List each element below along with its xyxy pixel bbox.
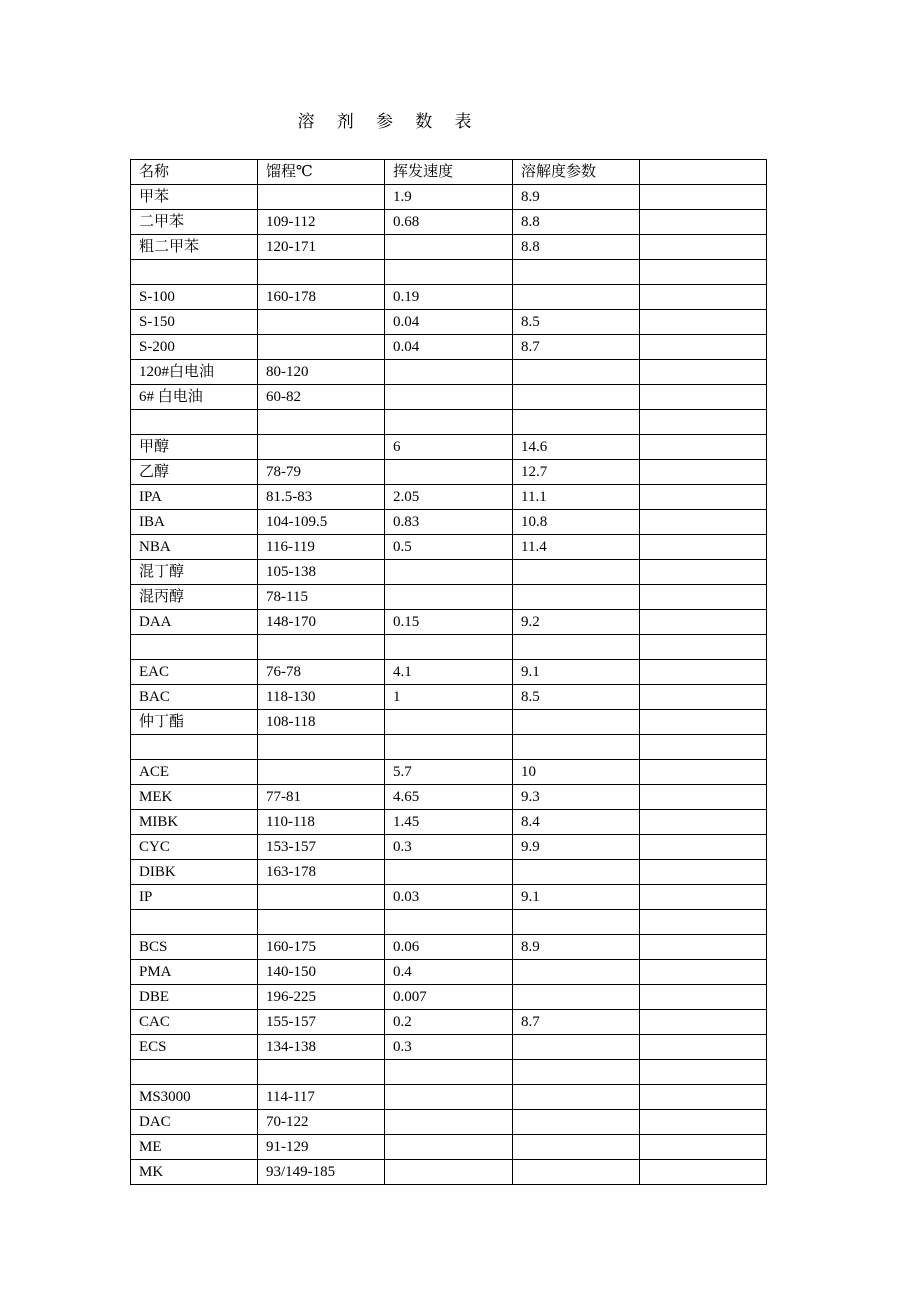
cell-extra xyxy=(640,1160,767,1185)
table-row xyxy=(131,835,767,860)
cell-boiling-range xyxy=(258,885,385,910)
cell-solubility-parameter xyxy=(513,1085,640,1110)
table-row xyxy=(131,885,767,910)
cell-name: IP xyxy=(131,885,258,910)
table-row xyxy=(131,585,767,610)
cell-extra xyxy=(640,360,767,385)
cell-solubility-parameter: 9.1 xyxy=(513,885,640,910)
cell-extra xyxy=(640,485,767,510)
table-row xyxy=(131,1135,767,1160)
cell-name: BCS xyxy=(131,935,258,960)
table-row xyxy=(131,660,767,685)
table-row xyxy=(131,360,767,385)
cell-extra xyxy=(640,560,767,585)
table-row xyxy=(131,860,767,885)
table-row xyxy=(131,710,767,735)
cell-solubility-parameter: 10 xyxy=(513,760,640,785)
cell-extra xyxy=(640,535,767,560)
cell-name: MS3000 xyxy=(131,1085,258,1110)
cell-solubility-parameter: 9.2 xyxy=(513,610,640,635)
cell-name: MIBK xyxy=(131,810,258,835)
cell-boiling-range xyxy=(258,335,385,360)
cell-name xyxy=(131,735,258,760)
cell-extra xyxy=(640,285,767,310)
cell-boiling-range: 120-171 xyxy=(258,235,385,260)
cell-boiling-range: 60-82 xyxy=(258,385,385,410)
cell-extra xyxy=(640,210,767,235)
cell-name: EAC xyxy=(131,660,258,685)
cell-solubility-parameter: 8.9 xyxy=(513,185,640,210)
cell-solubility-parameter: 12.7 xyxy=(513,460,640,485)
cell-name: DAC xyxy=(131,1110,258,1135)
cell-name: 6# 白电油 xyxy=(131,385,258,410)
cell-name: MK xyxy=(131,1160,258,1185)
table-row xyxy=(131,935,767,960)
cell-solubility-parameter xyxy=(513,1060,640,1085)
cell-boiling-range: 155-157 xyxy=(258,1010,385,1035)
cell-boiling-range xyxy=(258,910,385,935)
cell-solubility-parameter xyxy=(513,410,640,435)
cell-boiling-range: 93/149-185 xyxy=(258,1160,385,1185)
cell-evaporation-rate: 0.04 xyxy=(385,335,513,360)
cell-boiling-range xyxy=(258,760,385,785)
cell-solubility-parameter xyxy=(513,960,640,985)
cell-evaporation-rate: 0.007 xyxy=(385,985,513,1010)
cell-extra xyxy=(640,1135,767,1160)
table-row xyxy=(131,560,767,585)
table-row xyxy=(131,310,767,335)
cell-name: 甲苯 xyxy=(131,185,258,210)
header-cell-evaporation-rate: 挥发速度 xyxy=(385,160,513,185)
cell-name: S-200 xyxy=(131,335,258,360)
table-row xyxy=(131,235,767,260)
header-cell-name: 名称 xyxy=(131,160,258,185)
cell-solubility-parameter xyxy=(513,260,640,285)
cell-solubility-parameter xyxy=(513,560,640,585)
cell-evaporation-rate xyxy=(385,1160,513,1185)
cell-solubility-parameter: 9.1 xyxy=(513,660,640,685)
cell-extra xyxy=(640,935,767,960)
cell-evaporation-rate: 5.7 xyxy=(385,760,513,785)
cell-name: 甲醇 xyxy=(131,435,258,460)
cell-evaporation-rate xyxy=(385,260,513,285)
table-row xyxy=(131,1035,767,1060)
cell-solubility-parameter xyxy=(513,1110,640,1135)
cell-evaporation-rate: 0.3 xyxy=(385,835,513,860)
solvent-parameter-table xyxy=(130,159,767,1185)
cell-boiling-range xyxy=(258,185,385,210)
cell-evaporation-rate xyxy=(385,1060,513,1085)
cell-boiling-range: 110-118 xyxy=(258,810,385,835)
cell-name: BAC xyxy=(131,685,258,710)
cell-boiling-range: 104-109.5 xyxy=(258,510,385,535)
cell-name xyxy=(131,410,258,435)
cell-extra xyxy=(640,1110,767,1135)
cell-solubility-parameter xyxy=(513,385,640,410)
cell-boiling-range: 148-170 xyxy=(258,610,385,635)
cell-evaporation-rate: 2.05 xyxy=(385,485,513,510)
table-row xyxy=(131,1060,767,1085)
cell-name: MEK xyxy=(131,785,258,810)
cell-boiling-range: 160-175 xyxy=(258,935,385,960)
cell-evaporation-rate: 0.5 xyxy=(385,535,513,560)
cell-extra xyxy=(640,1060,767,1085)
cell-name: ACE xyxy=(131,760,258,785)
cell-evaporation-rate: 1.9 xyxy=(385,185,513,210)
cell-extra xyxy=(640,635,767,660)
table-row xyxy=(131,610,767,635)
cell-boiling-range xyxy=(258,635,385,660)
cell-boiling-range: 78-79 xyxy=(258,460,385,485)
cell-extra xyxy=(640,1085,767,1110)
cell-solubility-parameter: 8.5 xyxy=(513,310,640,335)
cell-evaporation-rate: 0.2 xyxy=(385,1010,513,1035)
cell-evaporation-rate: 4.1 xyxy=(385,660,513,685)
cell-evaporation-rate xyxy=(385,360,513,385)
cell-boiling-range xyxy=(258,310,385,335)
cell-evaporation-rate: 6 xyxy=(385,435,513,460)
cell-extra xyxy=(640,1035,767,1060)
cell-extra xyxy=(640,685,767,710)
cell-name: 混丁醇 xyxy=(131,560,258,585)
table-row xyxy=(131,760,767,785)
table-row xyxy=(131,910,767,935)
cell-solubility-parameter: 9.3 xyxy=(513,785,640,810)
cell-extra xyxy=(640,1010,767,1035)
cell-boiling-range: 116-119 xyxy=(258,535,385,560)
table-row xyxy=(131,210,767,235)
cell-evaporation-rate: 0.04 xyxy=(385,310,513,335)
cell-evaporation-rate xyxy=(385,1110,513,1135)
cell-name: NBA xyxy=(131,535,258,560)
cell-evaporation-rate xyxy=(385,460,513,485)
table-row xyxy=(131,410,767,435)
cell-name: ME xyxy=(131,1135,258,1160)
cell-extra xyxy=(640,810,767,835)
cell-solubility-parameter: 8.5 xyxy=(513,685,640,710)
cell-solubility-parameter: 10.8 xyxy=(513,510,640,535)
table-row xyxy=(131,635,767,660)
cell-boiling-range xyxy=(258,735,385,760)
cell-evaporation-rate: 0.4 xyxy=(385,960,513,985)
cell-solubility-parameter xyxy=(513,360,640,385)
cell-solubility-parameter: 14.6 xyxy=(513,435,640,460)
cell-extra xyxy=(640,785,767,810)
cell-solubility-parameter: 8.4 xyxy=(513,810,640,835)
cell-extra xyxy=(640,435,767,460)
cell-solubility-parameter: 8.7 xyxy=(513,1010,640,1035)
table-row xyxy=(131,960,767,985)
cell-solubility-parameter: 8.8 xyxy=(513,235,640,260)
cell-boiling-range xyxy=(258,260,385,285)
cell-solubility-parameter xyxy=(513,710,640,735)
cell-extra xyxy=(640,960,767,985)
cell-boiling-range: 78-115 xyxy=(258,585,385,610)
cell-name xyxy=(131,1060,258,1085)
cell-extra xyxy=(640,310,767,335)
table-row xyxy=(131,510,767,535)
table-row xyxy=(131,335,767,360)
cell-name: S-150 xyxy=(131,310,258,335)
cell-extra xyxy=(640,610,767,635)
cell-boiling-range: 105-138 xyxy=(258,560,385,585)
cell-evaporation-rate xyxy=(385,385,513,410)
table-row xyxy=(131,1010,767,1035)
cell-boiling-range: 76-78 xyxy=(258,660,385,685)
cell-solubility-parameter xyxy=(513,285,640,310)
header-cell-blank xyxy=(640,160,767,185)
cell-extra xyxy=(640,860,767,885)
cell-extra xyxy=(640,585,767,610)
cell-solubility-parameter: 11.4 xyxy=(513,535,640,560)
cell-evaporation-rate: 0.19 xyxy=(385,285,513,310)
cell-boiling-range: 140-150 xyxy=(258,960,385,985)
table-row xyxy=(131,1160,767,1185)
cell-solubility-parameter xyxy=(513,910,640,935)
table-body xyxy=(131,160,767,1185)
cell-name: 二甲苯 xyxy=(131,210,258,235)
cell-evaporation-rate: 0.06 xyxy=(385,935,513,960)
cell-evaporation-rate xyxy=(385,585,513,610)
cell-boiling-range: 109-112 xyxy=(258,210,385,235)
cell-boiling-range xyxy=(258,435,385,460)
table-row xyxy=(131,785,767,810)
cell-evaporation-rate xyxy=(385,860,513,885)
cell-evaporation-rate: 0.03 xyxy=(385,885,513,910)
cell-boiling-range: 163-178 xyxy=(258,860,385,885)
cell-extra xyxy=(640,235,767,260)
cell-extra xyxy=(640,460,767,485)
cell-name: 粗二甲苯 xyxy=(131,235,258,260)
cell-extra xyxy=(640,385,767,410)
cell-name: CAC xyxy=(131,1010,258,1035)
cell-solubility-parameter: 8.7 xyxy=(513,335,640,360)
cell-extra xyxy=(640,710,767,735)
cell-evaporation-rate xyxy=(385,410,513,435)
cell-name: 混丙醇 xyxy=(131,585,258,610)
table-row xyxy=(131,735,767,760)
cell-evaporation-rate: 1 xyxy=(385,685,513,710)
cell-solubility-parameter xyxy=(513,985,640,1010)
cell-solubility-parameter: 8.8 xyxy=(513,210,640,235)
cell-extra xyxy=(640,660,767,685)
cell-evaporation-rate xyxy=(385,910,513,935)
cell-boiling-range: 81.5-83 xyxy=(258,485,385,510)
cell-extra xyxy=(640,910,767,935)
cell-extra xyxy=(640,735,767,760)
cell-solubility-parameter: 9.9 xyxy=(513,835,640,860)
cell-name: 乙醇 xyxy=(131,460,258,485)
cell-evaporation-rate: 0.15 xyxy=(385,610,513,635)
cell-name: S-100 xyxy=(131,285,258,310)
cell-extra xyxy=(640,835,767,860)
cell-evaporation-rate xyxy=(385,235,513,260)
cell-evaporation-rate xyxy=(385,710,513,735)
cell-extra xyxy=(640,760,767,785)
cell-solubility-parameter xyxy=(513,735,640,760)
table-row xyxy=(131,260,767,285)
cell-name: PMA xyxy=(131,960,258,985)
cell-boiling-range: 91-129 xyxy=(258,1135,385,1160)
cell-extra xyxy=(640,260,767,285)
table-row xyxy=(131,1110,767,1135)
cell-name: IBA xyxy=(131,510,258,535)
cell-name: DIBK xyxy=(131,860,258,885)
cell-name: 120#白电油 xyxy=(131,360,258,385)
cell-solubility-parameter xyxy=(513,1160,640,1185)
cell-solubility-parameter xyxy=(513,1135,640,1160)
cell-boiling-range xyxy=(258,1060,385,1085)
page-title: 溶 剂 参 数 表 xyxy=(297,112,481,131)
cell-solubility-parameter: 8.9 xyxy=(513,935,640,960)
cell-name xyxy=(131,635,258,660)
cell-evaporation-rate: 0.83 xyxy=(385,510,513,535)
cell-solubility-parameter xyxy=(513,585,640,610)
cell-extra xyxy=(640,335,767,360)
cell-solubility-parameter xyxy=(513,635,640,660)
cell-name: ECS xyxy=(131,1035,258,1060)
cell-solubility-parameter: 11.1 xyxy=(513,485,640,510)
cell-evaporation-rate: 0.3 xyxy=(385,1035,513,1060)
cell-evaporation-rate: 1.45 xyxy=(385,810,513,835)
cell-name xyxy=(131,910,258,935)
table-row xyxy=(131,535,767,560)
cell-boiling-range: 134-138 xyxy=(258,1035,385,1060)
cell-boiling-range: 108-118 xyxy=(258,710,385,735)
cell-boiling-range: 118-130 xyxy=(258,685,385,710)
cell-name: 仲丁酯 xyxy=(131,710,258,735)
cell-name xyxy=(131,260,258,285)
table-row xyxy=(131,185,767,210)
cell-name: DBE xyxy=(131,985,258,1010)
header-cell-solubility-parameter: 溶解度参数 xyxy=(513,160,640,185)
cell-extra xyxy=(640,985,767,1010)
cell-extra xyxy=(640,185,767,210)
table-row xyxy=(131,285,767,310)
cell-boiling-range: 114-117 xyxy=(258,1085,385,1110)
table-row xyxy=(131,985,767,1010)
table-row xyxy=(131,810,767,835)
table-row xyxy=(131,485,767,510)
header-cell-boiling-range: 馏程℃ xyxy=(258,160,385,185)
cell-extra xyxy=(640,885,767,910)
cell-evaporation-rate: 4.65 xyxy=(385,785,513,810)
cell-boiling-range xyxy=(258,410,385,435)
table-row xyxy=(131,385,767,410)
cell-evaporation-rate xyxy=(385,735,513,760)
cell-evaporation-rate xyxy=(385,1085,513,1110)
cell-solubility-parameter xyxy=(513,1035,640,1060)
cell-evaporation-rate xyxy=(385,1135,513,1160)
cell-boiling-range: 153-157 xyxy=(258,835,385,860)
cell-solubility-parameter xyxy=(513,860,640,885)
cell-extra xyxy=(640,410,767,435)
cell-name: CYC xyxy=(131,835,258,860)
table-row xyxy=(131,1085,767,1110)
cell-extra xyxy=(640,510,767,535)
table-row xyxy=(131,435,767,460)
table-row xyxy=(131,685,767,710)
cell-evaporation-rate: 0.68 xyxy=(385,210,513,235)
cell-boiling-range: 77-81 xyxy=(258,785,385,810)
cell-boiling-range: 160-178 xyxy=(258,285,385,310)
cell-boiling-range: 80-120 xyxy=(258,360,385,385)
table-row xyxy=(131,460,767,485)
table-header-row xyxy=(131,160,767,185)
cell-name: DAA xyxy=(131,610,258,635)
cell-boiling-range: 70-122 xyxy=(258,1110,385,1135)
cell-boiling-range: 196-225 xyxy=(258,985,385,1010)
cell-evaporation-rate xyxy=(385,560,513,585)
cell-evaporation-rate xyxy=(385,635,513,660)
cell-name: IPA xyxy=(131,485,258,510)
